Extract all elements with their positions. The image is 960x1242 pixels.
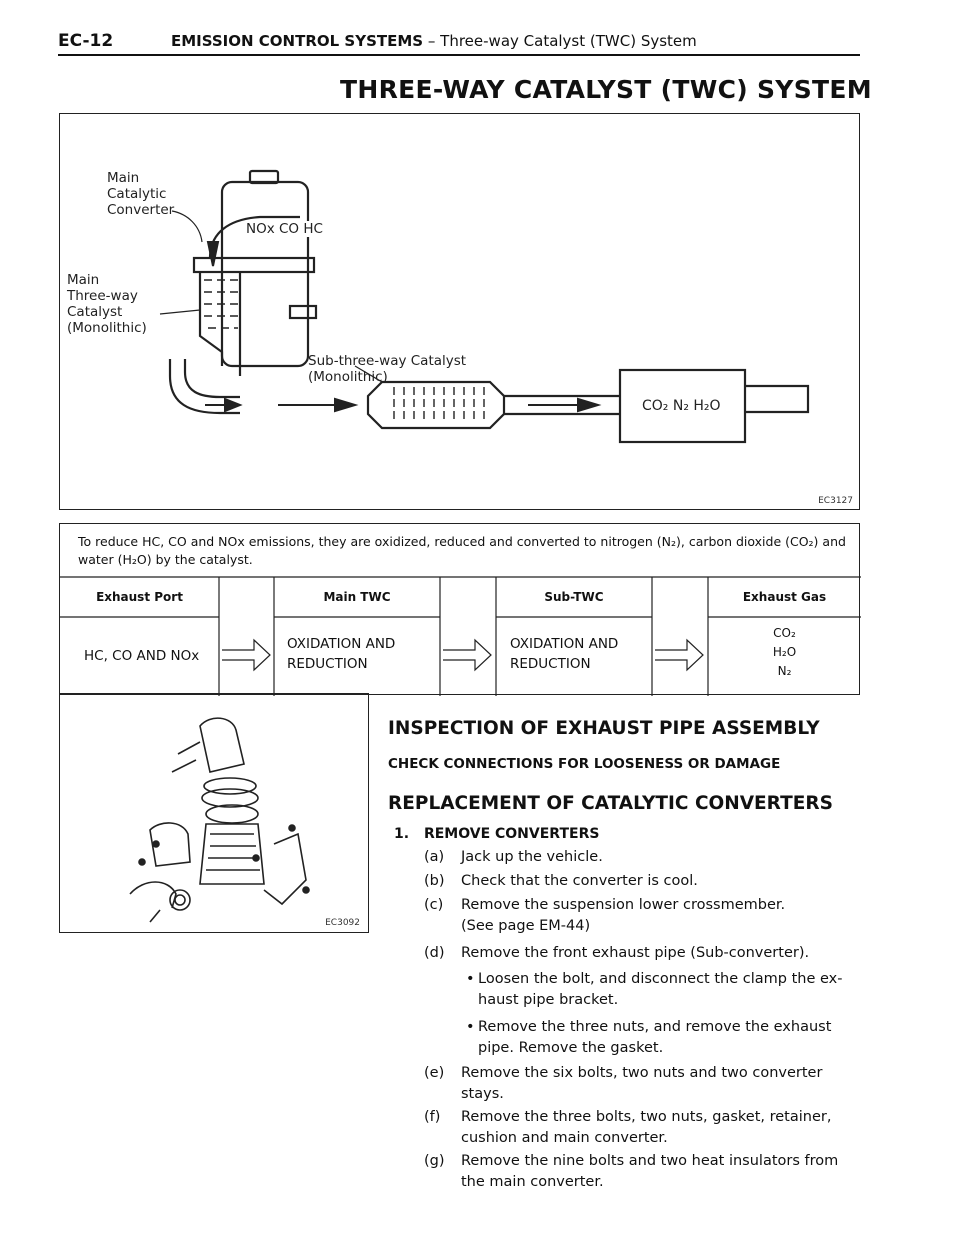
step-number: 1. <box>394 826 410 842</box>
leader-main-twc <box>160 310 200 314</box>
label-gases-in: NOx CO HC <box>246 221 323 237</box>
subsection-name: Three-way Catalyst (TWC) System <box>440 32 697 50</box>
cell-exhaust-port: HC, CO AND NOx <box>84 648 200 664</box>
list-item-b: (b) Check that the converter is cool. <box>424 873 698 889</box>
twc-system-diagram <box>59 113 860 510</box>
section-name: EMISSION CONTROL SYSTEMS <box>171 32 424 50</box>
inlet-arrow <box>208 242 218 266</box>
inspection-heading: INSPECTION OF EXHAUST PIPE ASSEMBLY <box>388 718 820 739</box>
arrow-2 <box>443 640 491 670</box>
exploded-view-illustration <box>59 693 369 933</box>
step-1-heading <box>394 826 599 842</box>
converter-ribs <box>206 834 260 870</box>
label-main-catalytic-converter: Main Catalytic Converter <box>107 170 175 218</box>
running-header <box>171 32 697 50</box>
list-item-d: (d) Remove the front exhaust pipe (Sub-converter). <box>424 945 810 961</box>
main-converter-body <box>222 182 308 366</box>
col-header-exhaust-gas: Exhaust Gas <box>742 590 827 604</box>
flow-intro-text: To reduce HC, CO and NOx emissions, they are oxidized, reduced and converted to nitrogen (N₂), carbon dioxide (CO₂) and water (H₂O) by the catalyst. <box>78 534 846 567</box>
replacement-heading: REPLACEMENT OF CATALYTIC CONVERTERS <box>388 793 833 814</box>
col-header-main-twc: Main TWC <box>323 590 391 604</box>
header-dash: – <box>427 32 436 50</box>
converter-exploded-drawing <box>60 694 370 934</box>
leader-main-converter <box>172 211 202 242</box>
list-item-e: (e) Remove the six bolts, two nuts and two converter stays. <box>424 1065 823 1102</box>
lower-flange <box>290 306 316 318</box>
cell-sub-twc: OXIDATION AND REDUCTION <box>510 636 619 672</box>
list-item-d-bullet-1: • Loosen the bolt, and disconnect the clamp the ex- haust pipe bracket. <box>466 971 843 1008</box>
outlet-pipe-inner <box>185 359 240 397</box>
exhaust-flow-drawing <box>60 114 861 511</box>
list-item-d-bullet-2: • Remove the three nuts, and remove the exhaust pipe. Remove the gasket. <box>466 1019 832 1056</box>
col-header-exhaust-port: Exhaust Port <box>96 590 183 604</box>
page-code: EC-12 <box>58 31 114 51</box>
list-item-g: (g) Remove the nine bolts and two heat insulators from the main converter. <box>424 1153 839 1190</box>
list-item-a: (a) Jack up the vehicle. <box>424 849 603 865</box>
inspection-check-text: CHECK CONNECTIONS FOR LOOSENESS OR DAMAGE <box>388 756 781 772</box>
cell-exhaust-gas: CO₂ H₂O N₂ <box>772 626 797 678</box>
tailpipe <box>745 386 808 412</box>
catalyst-flow-table <box>59 523 860 695</box>
arrow-3 <box>655 640 703 670</box>
flange-ring <box>170 890 190 910</box>
cell-main-twc: OXIDATION AND REDUCTION <box>287 636 396 672</box>
col-header-sub-twc: Sub-TWC <box>544 590 604 604</box>
header-rule <box>58 54 860 56</box>
heat-insulator-right <box>264 834 306 904</box>
front-pipe <box>130 882 176 908</box>
converter-shell <box>200 824 264 884</box>
page-title: THREE-WAY CATALYST (TWC) SYSTEM <box>340 75 872 104</box>
pipe-section <box>172 742 200 772</box>
label-main-three-way-catalyst: Main Three-way Catalyst (Monolithic) <box>67 272 147 336</box>
step-title: REMOVE CONVERTERS <box>423 826 600 842</box>
arrow-1 <box>222 640 270 670</box>
figure-code-photo: EC3092 <box>325 918 360 928</box>
label-sub-three-way-catalyst: Sub-three-way Catalyst (Monolithic) <box>308 353 467 385</box>
figure-code-diagram: EC3127 <box>818 496 853 506</box>
list-item-f: (f) Remove the three bolts, two nuts, gasket, retainer, cushion and main converter. <box>424 1109 832 1146</box>
list-item-c: (c) Remove the suspension lower crossmember. (See page EM-44) <box>424 897 786 934</box>
exhaust-manifold <box>200 718 244 772</box>
label-gases-out: CO₂ N₂ H₂O <box>642 398 721 414</box>
catalyst-housing-left <box>200 272 222 366</box>
